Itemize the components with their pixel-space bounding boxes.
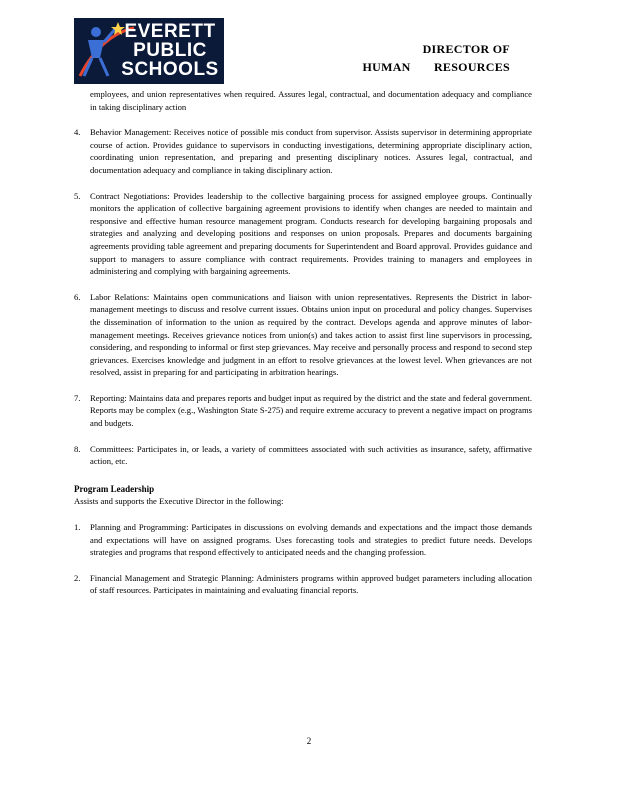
district-logo: [74, 18, 224, 84]
logo-line-1: EVERETT: [124, 21, 216, 42]
list-item-text: Planning and Programming: Participates in discussions on evolving demands and expectations and the impact those demands and expectations will have on assigned programs. Uses forecasting tools and strategies to predict future needs. Develops strategies and programs that respond effectively to anticipated needs and the changing profession.: [90, 522, 532, 558]
list-item: [74, 521, 532, 559]
list-item: [74, 392, 532, 430]
list-item-text: Behavior Management: Receives notice of possible mis conduct from supervisor. Assists supervisor in determining appropriate course of action. Provides guidance to supervisors in conducting investigations, determining appropriate disciplinary action, coordinating union representation, and preparing and presenting disciplinary notices. Assures legal, contractual, and documentation adequacy and compliance in taking disciplinary action.: [90, 127, 532, 175]
continuation-paragraph: employees, and union representatives when required. Assures legal, contractual, and documentation adequacy and compliance in taking disciplinary action: [90, 89, 532, 112]
list-item: [74, 572, 532, 597]
list-item-number: 1.: [74, 522, 81, 533]
list-item-text: Committees: Participates in, or leads, a variety of committees associated with such activities as insurance, safety, affirmative action, etc.: [90, 443, 532, 467]
list-item-text: Reporting: Maintains data and prepares reports and budget input as required by the district and the state and federal government. Reports may be complex (e.g., Washington State S-275) and require extreme accuracy to prevent a negative impact on programs and budgets.: [90, 392, 532, 429]
section-heading: Program Leadership: [74, 483, 155, 494]
list-item-number: 8.: [74, 443, 81, 454]
list-item-number: 4.: [74, 127, 81, 138]
list-item: [74, 291, 532, 379]
list-item-text: Contract Negotiations: Provides leadership to the collective bargaining process for assigned employee groups. Continually monitors the application of collective bargaining agreement provisions to identify when changes are needed to maintain and responsive and effective human resource management program. Conducts research for developing bargaining proposals and strategies and analyzing and developing positions and responses on union proposals. Prepares and documents bargaining agreements providing table agreement and preparing documents for Superintendent and Board approval. Provides guidance and support to managers to assure compliance with contract requirements. Provides training to managers and employees in administering and complying with bargaining agreements.: [90, 190, 532, 277]
logo-line-2: PUBLIC: [133, 40, 207, 61]
list-item: [74, 443, 532, 468]
title-line-1: DIRECTOR OF: [422, 42, 510, 56]
document-body: [74, 88, 532, 597]
list-item-text: Financial Management and Strategic Planning: Administers programs within approved budget parameters including allocation of staff resources. Participates in maintaining and evaluating financial reports.: [90, 572, 532, 596]
section-intro: Assists and supports the Executive Director in the following:: [74, 496, 284, 507]
list-item-number: 6.: [74, 291, 81, 302]
document-title: [362, 40, 510, 76]
list-item-number: 2.: [74, 572, 81, 583]
page-number: 2: [306, 736, 312, 746]
list-item-number: 7.: [74, 392, 81, 403]
list-item: [74, 126, 532, 176]
logo-line-3: SCHOOLS: [121, 59, 219, 80]
list-item: [74, 190, 532, 278]
list-item-number: 5.: [74, 190, 81, 201]
title-line-2: HUMAN RESOURCES: [362, 60, 510, 74]
logo-wordmark: [118, 22, 222, 79]
list-item-text: Labor Relations: Maintains open communications and liaison with union representatives. Represents the District in labor-management meetings to discuss and resolve current issues. Obtains union input on procedural and policy changes. Supervises the dissemination of information to the union as required by the contract. Develops agenda and approve minutes of labor-management meetings. Receives grievance notices from union(s) and takes action to assist first line supervisors in processing, considering, and responding to informal or first step grievances. May receive and personally process and respond to second step grievances. Exercises knowledge and judgment in an effort to resolve grievances at the lowest level. When grievances are not resolved, assist in preparing for and participating in arbitration hearings.: [90, 291, 532, 378]
